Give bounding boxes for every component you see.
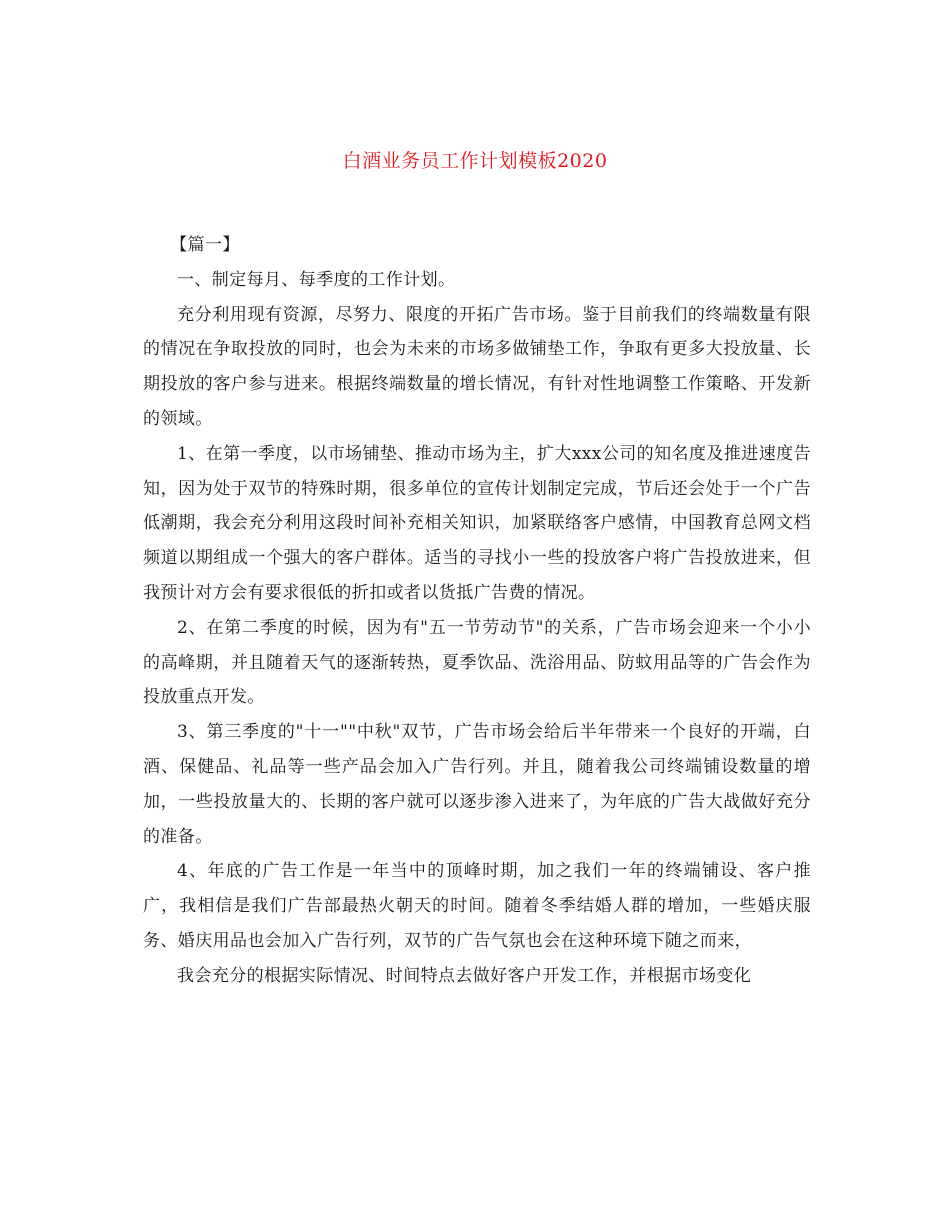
paragraph: 4、年底的广告工作是一年当中的顶峰时期，加之我们一年的终端铺设、客户推广，我相信是我们广告部最热火朝天的时间。随着冬季结婚人群的增加，一些婚庆服务、婚庆用品也会加入广告行列，双节的广告气氛也会在这种环境下随之而来，: [143, 861, 811, 951]
paragraph: 1、在第一季度，以市场铺垫、推动市场为主，扩大xxx公司的知名度及推进速度告知，因为处于双节的特殊时期，很多单位的宣传计划制定完成，节后还会处于一个广告低潮期，我会充分利用这段时间补充相关知识，加紧联络客户感情，中国教育总网文档频道以期组成一个强大的客户群体。适当的寻找小一些的投放客户将广告投放进来，但我预计对方会有要求很低的折扣或者以货抵广告费的情况。: [143, 443, 811, 603]
paragraph: 充分利用现有资源，尽努力、限度的开拓广告市场。鉴于目前我们的终端数量有限的情况在争取投放的同时，也会为未来的市场多做铺垫工作，争取有更多大投放量、长期投放的客户参与进来。根据终端数量的增长情况，有针对性地调整工作策略、开发新的领域。: [143, 304, 811, 429]
paragraph: 我会充分的根据实际情况、时间特点去做好客户开发工作，并根据市场变化: [177, 965, 752, 986]
document-body: [143, 228, 811, 994]
paragraph: 3、第三季度的"十一""中秋"双节，广告市场会给后半年带来一个良好的开端，白酒、保健品、礼品等一些产品会加入广告行列。并且，随着我公司终端铺设数量的增加，一些投放量大的、长期的客户就可以逐步渗入进来了，为年底的广告大战做好充分的准备。: [143, 722, 811, 847]
paragraph: 2、在第二季度的时候，因为有"五一节劳动节"的关系，广告市场会迎来一个小小的高峰期，并且随着天气的逐渐转热，夏季饮品、洗浴用品、防蚊用品等的广告会作为投放重点开发。: [143, 617, 811, 708]
paragraph-heading: 一、制定每月、每季度的工作计划。: [177, 269, 456, 290]
section-label: 【篇一】: [170, 235, 240, 255]
document-title: 白酒业务员工作计划模板2020: [342, 150, 608, 172]
